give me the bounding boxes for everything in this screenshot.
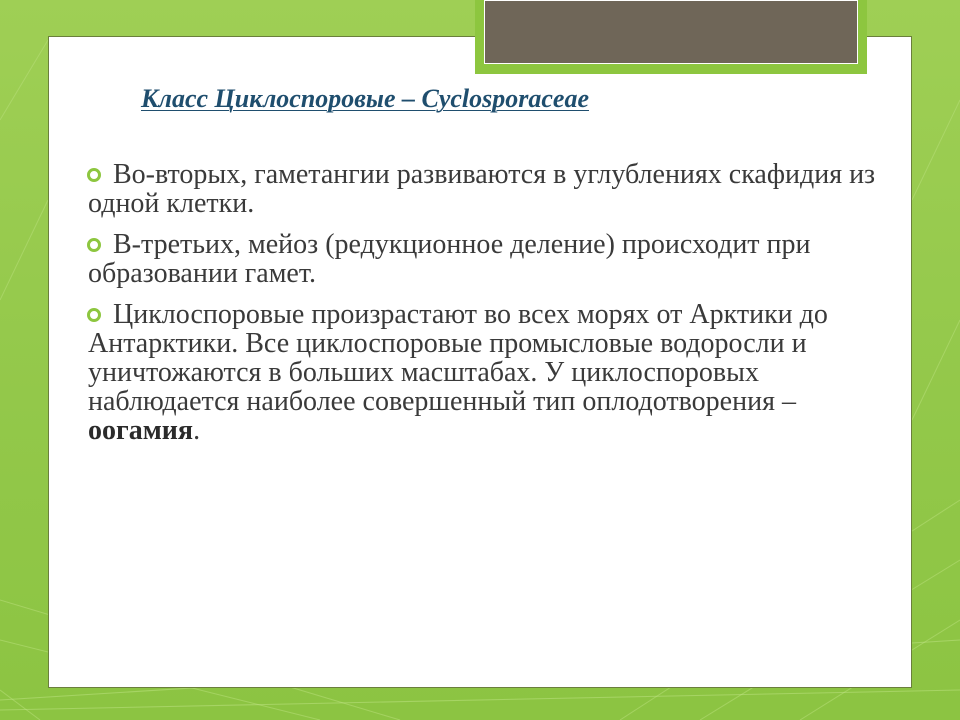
bullet-item [88,300,888,445]
highlighted-term: оогамия [88,415,194,446]
bullet-item [88,160,888,218]
bullet-circle-icon [87,238,101,252]
bullet-circle-icon [87,168,101,182]
bullet-list [88,160,888,457]
bullet-text: В-третьих, мейоз (редукционное деление) происходит при образовании гамет. [88,229,811,289]
bullet-text: Циклоспоровые произрастают во всех морях от Арктики до Антарктики. Все циклоспоровые промысловые водоросли и уничтожаются в больших масштабах. У циклоспоровых наблюдается наиболее совершенный тип оплодотворения – [88,299,828,417]
bullet-tail: . [193,415,201,446]
decorative-header-block [475,0,867,74]
bullet-item [88,230,888,288]
decorative-header-inner [484,0,858,64]
bullet-text: Во-вторых, гаметангии развиваются в углублениях скафидия из одной клетки. [88,159,876,219]
slide-title: Класс Циклоспоровые – Cyclosporaceae [141,84,589,113]
bullet-circle-icon [87,308,101,322]
